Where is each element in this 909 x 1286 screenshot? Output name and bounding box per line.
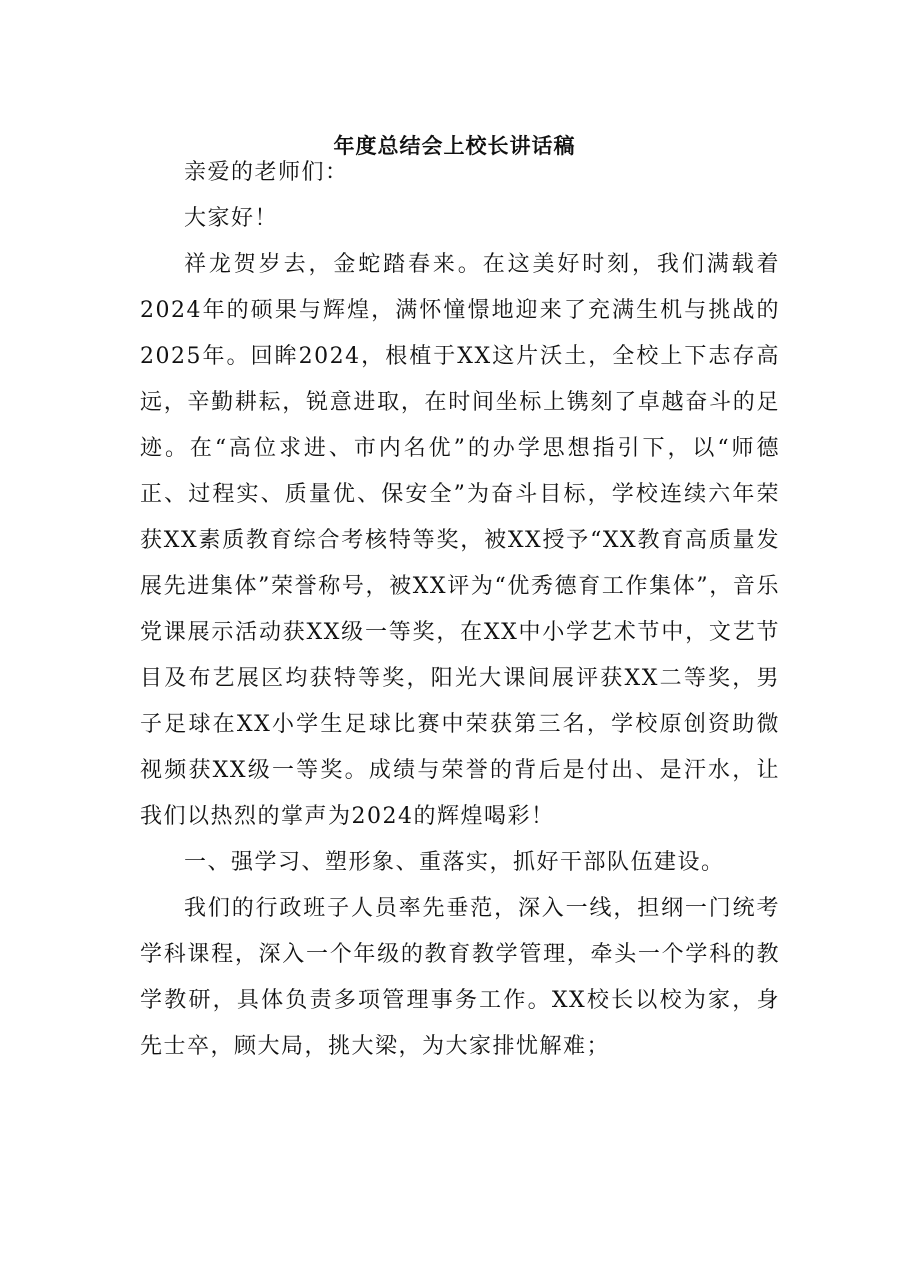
intro-paragraph: 祥龙贺岁去，金蛇踏春来。在这美好时刻，我们满载着2024年的硕果与辉煌，满怀憧憬地迎来了充满生机与挑战的2025年。回眸2024，根植于XX这片沃土，全校上下志存高远，辛勤耕耘，锐意进取，在时间坐标上镌刻了卓越奋斗的足迹。在“高位求进、市内名优”的办学思想指引下，以“师德正、过程实、质量优、保安全”为奋斗目标，学校连续六年荣获XX素质教育综合考核特等奖，被XX授予“XX教育高质量发展先进集体”荣誉称号，被XX评为“优秀德育工作集体”，音乐党课展示活动获XX级一等奖，在XX中小学艺术节中，文艺节目及布艺展区均获特等奖，阳光大课间展评获XX二等奖，男子足球在XX小学生足球比赛中荣获第三名，学校原创资助微视频获XX级一等奖。成绩与荣誉的背后是付出、是汗水，让我们以热烈的掌声为2024的辉煌喝彩！ [140, 252, 780, 829]
section-paragraph: 我们的行政班子人员率先垂范，深入一线，担纲一门统考学科课程，深入一个年级的教育教学管理，牵头一个学科的教学教研，具体负责多项管理事务工作。XX校长以校为家，身先士卒，顾大局，挑大梁，为大家排忧解难； [140, 896, 780, 1059]
document-title: 年度总结会上校长讲话稿 [333, 133, 576, 158]
greeting: 大家好！ [184, 206, 279, 231]
section-heading: 一、强学习、塑形象、重落实，抓好干部队伍建设。 [184, 850, 725, 875]
salutation: 亲爱的老师们： [184, 160, 349, 185]
document-body [140, 150, 780, 1070]
